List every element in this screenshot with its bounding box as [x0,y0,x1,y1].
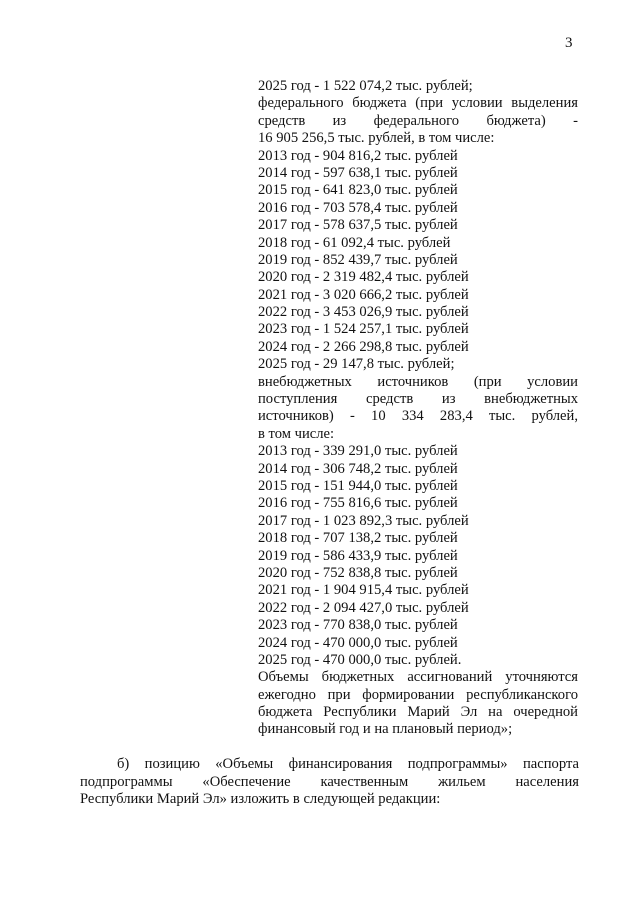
column-line: средств из федерального бюджета) - [258,112,578,129]
paragraph-line: Республики Марий Эл» изложить в следующей редакции: [80,791,441,808]
column-line: ежегодно при формировании республиканского [258,686,578,703]
column-line: 2017 год - 578 637,5 тыс. рублей [258,217,458,234]
column-line: 2020 год - 752 838,8 тыс. рублей [258,564,458,581]
column-line: 2016 год - 755 816,6 тыс. рублей [258,495,458,512]
column-line: федерального бюджета (при условии выделения [258,95,578,112]
column-line: 2021 год - 1 904 915,4 тыс. рублей [258,582,469,599]
paragraph-line: б) позицию «Объемы финансирования подпрограммы» паспорта [117,756,579,772]
column-line: 2015 год - 641 823,0 тыс. рублей [258,182,458,199]
column-line: 2016 год - 703 578,4 тыс. рублей [258,199,458,216]
column-line: 2023 год - 1 524 257,1 тыс. рублей [258,321,469,338]
column-line: бюджета Республики Марий Эл на очередной [258,704,578,721]
column-line: 2015 год - 151 944,0 тыс. рублей [258,477,458,494]
column-line: 2017 год - 1 023 892,3 тыс. рублей [258,512,469,529]
column-line: 2022 год - 2 094 427,0 тыс. рублей [258,599,469,616]
column-line: 2018 год - 707 138,2 тыс. рублей [258,530,458,547]
column-line: 2019 год - 852 439,7 тыс. рублей [258,251,458,268]
column-line: 2013 год - 339 291,0 тыс. рублей [258,443,458,460]
column-line: 2019 год - 586 433,9 тыс. рублей [258,547,458,564]
column-line: 16 905 256,5 тыс. рублей, в том числе: [258,130,495,147]
financing-column [258,78,578,739]
column-line: Объемы бюджетных ассигнований уточняются [258,669,578,686]
column-line: 2021 год - 3 020 666,2 тыс. рублей [258,286,469,303]
column-line: 2020 год - 2 319 482,4 тыс. рублей [258,269,469,286]
column-line: 2025 год - 29 147,8 тыс. рублей; [258,356,455,373]
column-line: внебюджетных источников (при условии [258,373,578,390]
column-line: 2018 год - 61 092,4 тыс. рублей [258,234,451,251]
column-line: поступления средств из внебюджетных [258,391,578,408]
column-line: 2013 год - 904 816,2 тыс. рублей [258,147,458,164]
column-line: 2014 год - 597 638,1 тыс. рублей [258,164,458,181]
column-line: 2023 год - 770 838,0 тыс. рублей [258,617,458,634]
column-line: в том числе: [258,425,335,442]
column-line: источников) - 10 334 283,4 тыс. рублей, [258,408,578,425]
column-line: 2022 год - 3 453 026,9 тыс. рублей [258,304,469,321]
paragraph-line: подпрограммы «Обеспечение качественным жильем населения [80,773,579,790]
column-line: 2025 год - 1 522 074,2 тыс. рублей; [258,78,473,94]
column-line: 2024 год - 2 266 298,8 тыс. рублей [258,338,469,355]
page-number: 3 [565,35,573,51]
amendment-paragraph [80,756,579,809]
column-line: 2025 год - 470 000,0 тыс. рублей. [258,651,462,668]
column-line: 2014 год - 306 748,2 тыс. рублей [258,460,458,477]
column-line: финансовый год и на плановый период»; [258,721,513,738]
column-line: 2024 год - 470 000,0 тыс. рублей [258,634,458,651]
